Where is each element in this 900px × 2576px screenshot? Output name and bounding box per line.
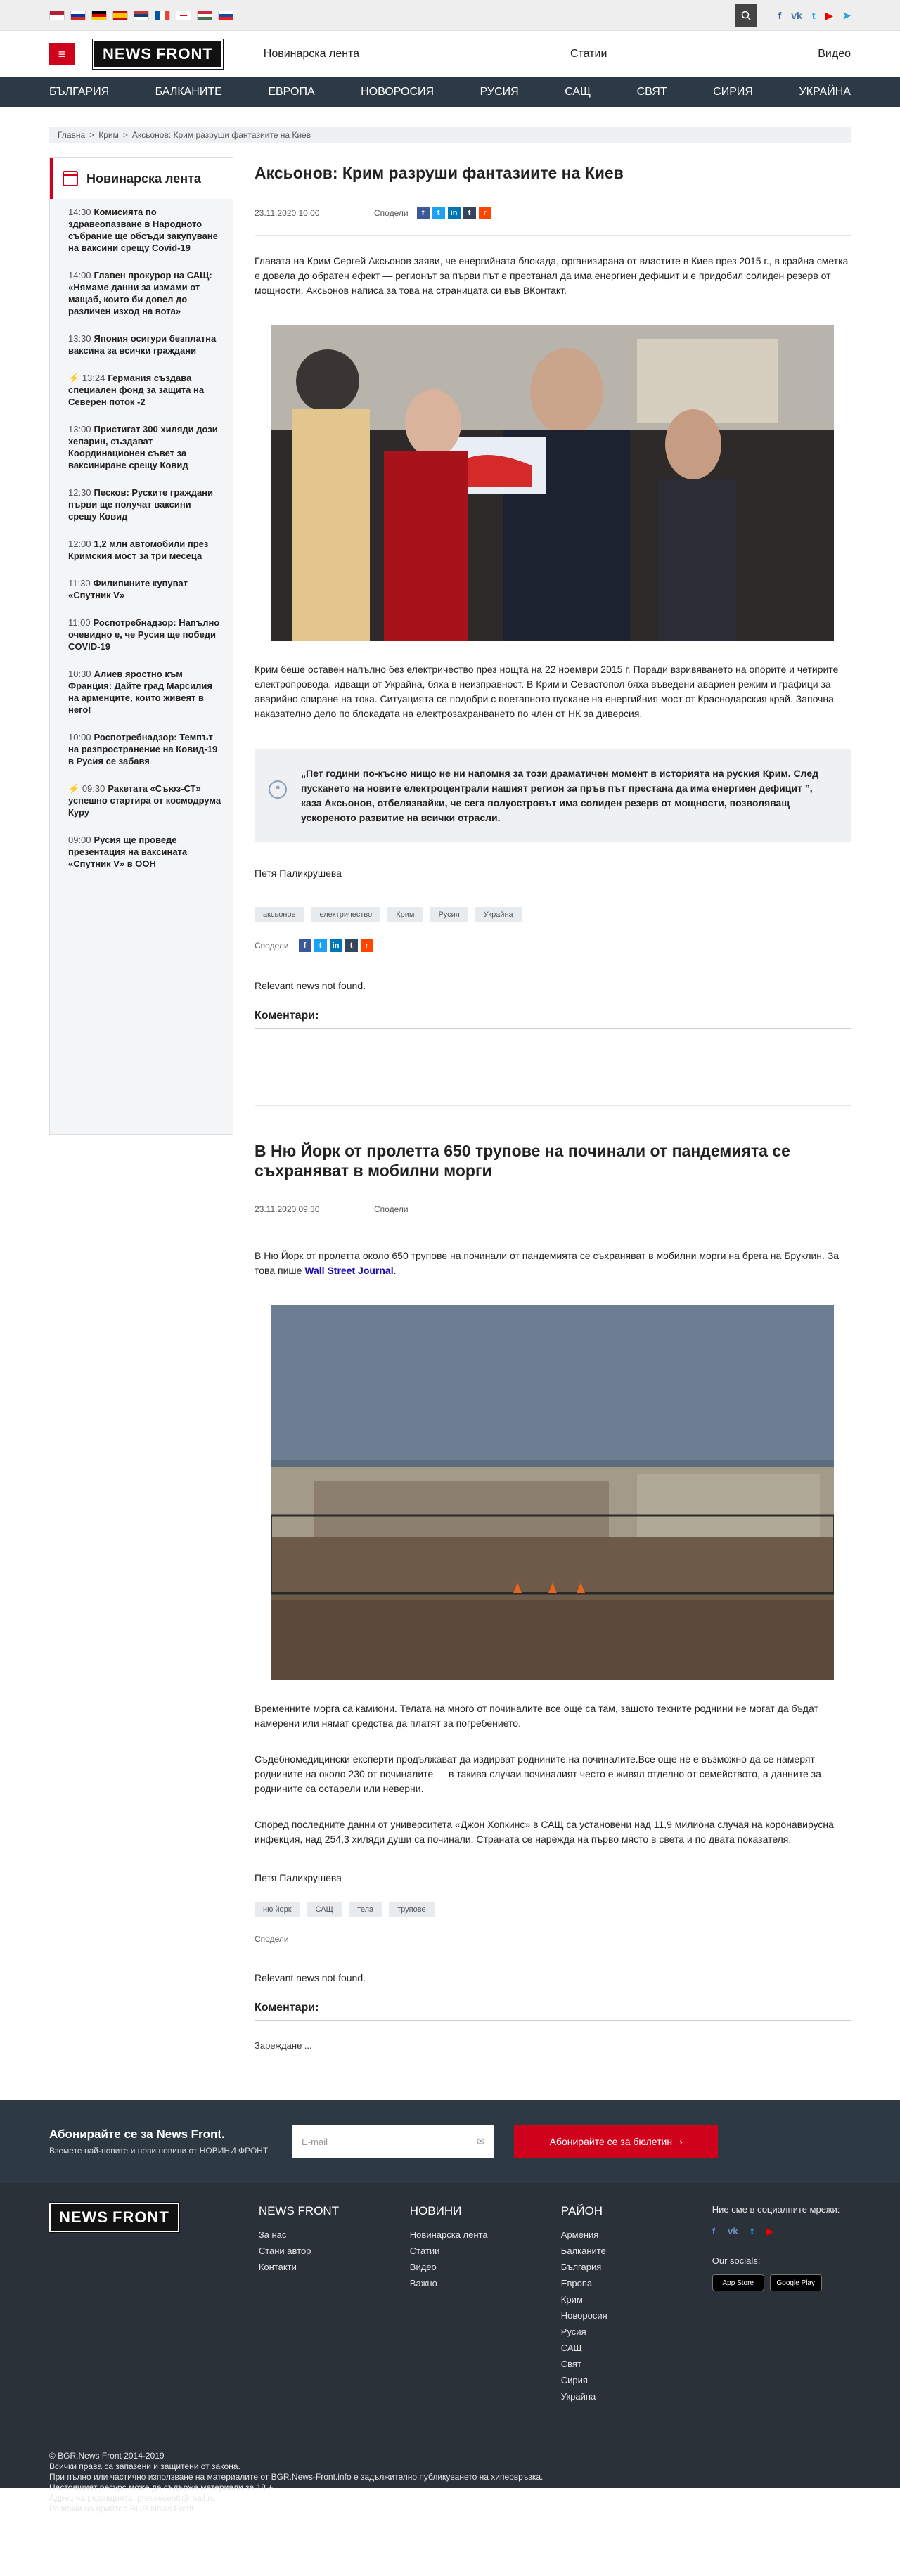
flag-es-icon[interactable]: [112, 11, 128, 20]
news-headline[interactable]: Главен прокурор на САЩ: «Нямаме данни за измами от мащаб, които би довел до различен изход на вота»: [68, 270, 212, 316]
quote-icon: ❝: [269, 780, 287, 799]
tag[interactable]: Русия: [430, 907, 468, 922]
footer-link[interactable]: Контакти: [258, 2262, 297, 2272]
hamburger-menu-icon[interactable]: ≡: [49, 43, 75, 65]
related-news: Relevant news not found.: [255, 980, 366, 991]
google-play-badge[interactable]: Google Play: [770, 2274, 822, 2291]
news-feed-item[interactable]: [50, 775, 233, 827]
footer-col-title: NEWS FRONT: [258, 2204, 340, 2217]
flag-ru-icon[interactable]: [70, 11, 86, 20]
news-feed-item[interactable]: [50, 531, 233, 570]
footer-link[interactable]: Статии: [409, 2246, 440, 2256]
copyright-line: © BGR.News Front 2014-2019: [49, 2451, 165, 2461]
footer-ours-title: Our socials:: [712, 2255, 761, 2266]
vk-icon[interactable]: vk: [791, 9, 802, 21]
share-label: Сподели: [374, 208, 409, 218]
newsletter-email-input[interactable]: E-mail ✉: [292, 2125, 494, 2158]
share-reddit-icon[interactable]: r: [361, 939, 373, 952]
site-logo[interactable]: NEWS FRONT: [94, 41, 221, 67]
newsletter-title: Абонирайте се за News Front.: [49, 2127, 225, 2141]
share-label: Сподели: [255, 1934, 289, 1944]
news-headline[interactable]: Роспотребнадзор: Напълно очевидно е, че Русия ще победи COVID-19: [68, 617, 220, 652]
top-bar: [0, 0, 900, 31]
copyright-line: При пълно или частично използване на материалите от BGR.News-Front.info е задължително публикуването на хипервръзка.: [49, 2472, 544, 2482]
news-time: 09:30: [82, 783, 105, 794]
footer-link[interactable]: За нас: [258, 2229, 287, 2240]
news-headline[interactable]: 1,2 млн автомобили през Кримския мост за три месеца: [68, 539, 209, 561]
nav-item-balkans[interactable]: БАЛКАНИТЕ: [155, 86, 222, 98]
article-body: Съдебномедицински експерти продължават да издирват роднините на починалите.Все още не е възможно да се намерят роднините на около 230 от починалите — в такива случаи починалият често е живял отделно от семейството, а данните за роднините са остарели или неверни.: [255, 1753, 821, 1794]
article-lead: В Ню Йорк от пролетта около 650 трупове на починали от пандемията се съхраняват в мобилни морги на брега на Бруклин. За това пише Wall Street Journal.: [255, 1250, 840, 1276]
facebook-icon[interactable]: f: [712, 2226, 716, 2236]
footer-social-title: Ние сме в социалните мрежи:: [712, 2204, 840, 2215]
share-reddit-icon[interactable]: r: [479, 207, 491, 219]
facebook-icon[interactable]: f: [778, 9, 782, 21]
footer-link[interactable]: България: [560, 2262, 602, 2272]
news-headline[interactable]: Алиев яростно към Франция: Дайте град Марсилия на арменците, които живеят в него!: [68, 669, 212, 715]
share-facebook-icon[interactable]: f: [299, 939, 311, 952]
source-link[interactable]: Wall Street Journal: [304, 1265, 394, 1276]
app-store-badge[interactable]: App Store: [712, 2274, 764, 2291]
footer-link[interactable]: Сирия: [560, 2375, 588, 2385]
article-title[interactable]: В Ню Йорк от пролетта 650 трупове на починали от пандемията се съхраняват в мобилни морги: [255, 1142, 790, 1180]
news-feed-item[interactable]: [50, 262, 233, 326]
nav-item-europe[interactable]: ЕВРОПА: [268, 86, 315, 98]
breadcrumb-current: Аксьонов: Крим разруши фантазиите на Киев: [131, 130, 311, 140]
tag[interactable]: тела: [349, 1902, 382, 1917]
copyright-line: Настоящият ресурс може да съдържа материали за 18 +: [49, 2482, 274, 2492]
footer-link[interactable]: Балканите: [560, 2246, 606, 2256]
news-headline[interactable]: Япония осигури безплатна ваксина за всички граждани: [68, 333, 217, 356]
header-link-video[interactable]: Видео: [818, 48, 851, 60]
search-icon[interactable]: [735, 4, 757, 27]
nav-item-russia[interactable]: РУСИЯ: [480, 86, 519, 98]
chevron-right-icon: ›: [679, 2136, 683, 2147]
copyright-line: Всички права са запазени и защитени от закона.: [49, 2461, 240, 2471]
breadcrumb-home[interactable]: Главна: [58, 130, 86, 140]
share-tumblr-icon[interactable]: t: [463, 207, 476, 219]
footer-link[interactable]: Новоросия: [560, 2310, 608, 2321]
news-headline[interactable]: Песков: Руските граждани първи ще получат ваксини срещу Ковид: [68, 487, 214, 522]
twitter-icon[interactable]: t: [750, 2226, 754, 2236]
footer-col-title: РАЙОН: [560, 2204, 603, 2217]
footer-link[interactable]: Свят: [560, 2359, 581, 2369]
tag[interactable]: Крим: [387, 907, 423, 922]
tag-list: [255, 1902, 851, 1917]
tag[interactable]: Украйна: [475, 907, 522, 922]
language-flags: [49, 11, 233, 20]
flag-sk-icon[interactable]: [218, 11, 233, 20]
news-time: 14:00: [68, 270, 91, 281]
news-feed-item[interactable]: [50, 570, 233, 610]
news-time: 12:30: [68, 487, 91, 498]
share-label: Сподели: [255, 941, 289, 951]
site-header: [0, 31, 900, 77]
news-feed-item[interactable]: [50, 326, 233, 365]
news-headline[interactable]: Филипините купуват «Спутник V»: [68, 578, 188, 600]
news-feed-item[interactable]: [50, 365, 233, 416]
footer-link[interactable]: Стани автор: [258, 2246, 311, 2256]
nav-item-bulgaria[interactable]: БЪЛГАРИЯ: [49, 86, 110, 98]
envelope-icon: ✉: [477, 2136, 485, 2146]
news-feed-item[interactable]: [50, 610, 233, 661]
flag-hu-icon[interactable]: [197, 11, 212, 20]
share-facebook-icon[interactable]: f: [417, 207, 430, 219]
article-body: Временните морга са камиони. Телата на много от починалите все още са там, защото техните роднини не могат да бъдат намерени или нямат средства да платят за погребението.: [255, 1703, 818, 1729]
footer-link[interactable]: Новинарска лента: [409, 2229, 488, 2240]
tag[interactable]: трупове: [389, 1902, 434, 1917]
lightning-icon: ⚡: [68, 373, 82, 383]
comments-loading: Зареждане ...: [255, 2040, 312, 2051]
article-author: Петя Паликрушева: [255, 868, 342, 879]
youtube-icon[interactable]: ▶: [766, 2226, 773, 2236]
flag-de-icon[interactable]: [91, 11, 107, 20]
footer-link[interactable]: Русия: [560, 2326, 586, 2337]
share-linkedin-icon[interactable]: in: [330, 939, 342, 952]
news-time: 10:30: [68, 669, 91, 679]
vk-icon[interactable]: vk: [728, 2226, 738, 2236]
copyright-line: Разкажи на приятел BGR.News Front: [49, 2504, 194, 2513]
article-1: [255, 163, 851, 1127]
article-meta: [255, 207, 851, 236]
share-linkedin-icon[interactable]: in: [448, 207, 461, 219]
footer-link[interactable]: Видео: [409, 2262, 437, 2272]
youtube-icon[interactable]: ▶: [825, 9, 833, 21]
sidebar: [49, 157, 233, 2072]
related-news: Relevant news not found.: [255, 1972, 366, 1983]
breadcrumb: Главна > Крим > Аксьонов: Крим разруши фантазиите на Киев: [49, 127, 851, 143]
comments-section: [255, 1029, 851, 1106]
news-time: 09:00: [68, 835, 91, 845]
article-body: Крим беше оставен напълно без електричество през нощта на 22 ноември 2015 г. Поради взривяването на опорите и четирите електропровода, идващи от Украйна, бяха в неизправност. В Крим и Севастопол бяха въведени авариен режим и графици за аварийно спиране на тока. Ситуацията се подобри с поетапното пускане на енергийния мост от Краснодарския край. Започна наказателно дело по блокадата на електрозахранването по член от НК за диверсия.: [255, 664, 839, 719]
article-title[interactable]: Аксьонов: Крим разруши фантазиите на Киев: [255, 164, 624, 182]
news-feed-item[interactable]: [50, 479, 233, 531]
news-time: 14:30: [68, 207, 91, 217]
news-feed-item[interactable]: [50, 661, 233, 724]
footer-col-title: НОВИНИ: [409, 2204, 462, 2217]
news-headline[interactable]: Комисията по здравеопазване в Народното събрание ще обсъди закупуване на ваксини срещу Covid-19: [68, 207, 218, 253]
share-tumblr-icon[interactable]: t: [345, 939, 358, 952]
main-nav: [0, 77, 900, 107]
flag-fr-icon[interactable]: [155, 11, 170, 20]
header-link-articles[interactable]: Статии: [570, 48, 608, 60]
article-quote: [255, 749, 851, 842]
footer-link[interactable]: Европа: [560, 2278, 593, 2288]
article-meta: [255, 1204, 851, 1230]
newsletter-bar: [0, 2100, 900, 2183]
news-time: 13:00: [68, 424, 91, 434]
bottom-share: [255, 939, 851, 952]
footer-link[interactable]: Украйна: [560, 2391, 596, 2402]
bottom-share: [255, 1934, 851, 1944]
news-headline[interactable]: Пристигат 300 хиляди дози хепарин, създават Координационен съвет за ваксиниране срещу Ковид: [68, 424, 218, 470]
news-feed-list: [50, 199, 233, 878]
tag[interactable]: ню йорк: [255, 1902, 300, 1917]
calendar-icon: [63, 171, 78, 186]
nav-item-usa[interactable]: САЩ: [565, 86, 591, 98]
footer-logo[interactable]: NEWS FRONT: [51, 2204, 178, 2231]
twitter-icon[interactable]: t: [811, 9, 816, 21]
news-feed: [49, 157, 233, 1135]
news-time: 11:30: [68, 578, 91, 588]
footer-link[interactable]: Армения: [560, 2229, 599, 2240]
header-link-newsfeed[interactable]: Новинарска лента: [263, 48, 360, 60]
copyright-line: Адрес на редакцията: pressecentr@mail.ru: [49, 2493, 215, 2503]
news-feed-item[interactable]: [50, 827, 233, 878]
nav-item-ukraine[interactable]: УКРАЙНА: [799, 86, 851, 98]
footer-copyright: [49, 2407, 851, 2514]
tag-list: [255, 907, 851, 922]
news-feed-item[interactable]: [50, 199, 233, 262]
article-lead: Главата на Крим Сергей Аксьонов заяви, че енергийната блокада, организирана от властите в Киев през 2015 г., в крайна сметка е довела до обратен ефект — регионът за първи път е престанал да има енергиен дефицит и е придобил солиден резерв от мощности. Аксьонов написа за това на страницата си във ВКонтакт.: [255, 255, 849, 296]
article-author: Петя Паликрушева: [255, 1872, 342, 1883]
flag-us-icon[interactable]: [49, 11, 65, 20]
comments-heading: Коментари:: [255, 2002, 851, 2021]
news-headline[interactable]: Ракетата «Съюз-СТ» успешно стартира от космодрума Куру: [68, 783, 221, 818]
news-time: 13:30: [68, 333, 91, 344]
news-time: 13:24: [82, 373, 105, 383]
news-feed-item[interactable]: [50, 416, 233, 479]
article-photo-crimea: [271, 325, 834, 641]
news-feed-item[interactable]: [50, 724, 233, 775]
newsletter-subscribe-button[interactable]: Абонирайте се за бюлетин ›: [514, 2125, 718, 2158]
news-feed-header: [50, 158, 233, 199]
quote-text: „Пет години по-късно нищо не ни напомня за този драматичен момент в историята на руския Крим. След пускането на новите електроцентрали нашият регион за пръв път престана да има енергиен дефицит ”, каза Аксьонов, отбелязвайки, че сега полуостровът има солиден резерв от мощности, позволяващ ускореното развитие на всички отрасли.: [301, 768, 819, 823]
share-label: Сподели: [374, 1204, 409, 1214]
news-headline[interactable]: Германия създава специален фонд за защита на Северен поток -2: [68, 373, 205, 407]
nav-item-world[interactable]: СВЯТ: [636, 86, 667, 98]
article-date: 23.11.2020 09:30: [255, 1204, 320, 1214]
share-twitter-icon[interactable]: t: [314, 939, 327, 952]
flag-ge-icon[interactable]: [176, 11, 191, 20]
lightning-icon: ⚡: [68, 783, 82, 794]
news-feed-title: Новинарска лента: [86, 171, 201, 186]
tag[interactable]: аксьонов: [255, 907, 304, 922]
article-photo-morgue: [271, 1305, 834, 1680]
site-footer: [0, 2183, 900, 2513]
nav-item-syria[interactable]: СИРИЯ: [713, 86, 753, 98]
footer-link[interactable]: САЩ: [560, 2343, 582, 2353]
nav-item-novorossia[interactable]: НОВОРОСИЯ: [361, 86, 435, 98]
main-content: [255, 157, 851, 2072]
breadcrumb-crimea[interactable]: Крим: [98, 130, 119, 140]
telegram-icon[interactable]: ➤: [842, 9, 851, 21]
article-body: Според последните данни от университета «Джон Хопкинс» в САЩ са установени над 11,9 милиона случая на коронавирусна инфекция, над 254,3 хиляди души са починали. Страната се нарежда на първо място в света и по двата показателя.: [255, 1819, 834, 1845]
news-headline[interactable]: Роспотребнадзор: Темпът на разпространение на Ковид-19 в Русия се забавя: [68, 732, 218, 766]
article-date: 23.11.2020 10:00: [255, 208, 320, 218]
comments-heading: Коментари:: [255, 1010, 851, 1029]
share-twitter-icon[interactable]: t: [432, 207, 445, 219]
news-headline[interactable]: Русия ще проведе презентация на ваксината «Спутник V» в ООН: [68, 835, 188, 869]
footer-link[interactable]: Крим: [560, 2294, 583, 2305]
news-time: 10:00: [68, 732, 91, 742]
footer-link[interactable]: Важно: [409, 2278, 437, 2288]
tag[interactable]: САЩ: [307, 1902, 342, 1917]
article-2: [255, 1141, 851, 2072]
newsletter-subtitle: Вземете най-новите и нови новини от НОВИНИ ФРОНТ: [49, 2146, 269, 2156]
news-time: 12:00: [68, 539, 91, 549]
tag[interactable]: електричество: [311, 907, 380, 922]
news-time: 11:00: [68, 617, 91, 628]
flag-rs-icon[interactable]: [134, 11, 149, 20]
